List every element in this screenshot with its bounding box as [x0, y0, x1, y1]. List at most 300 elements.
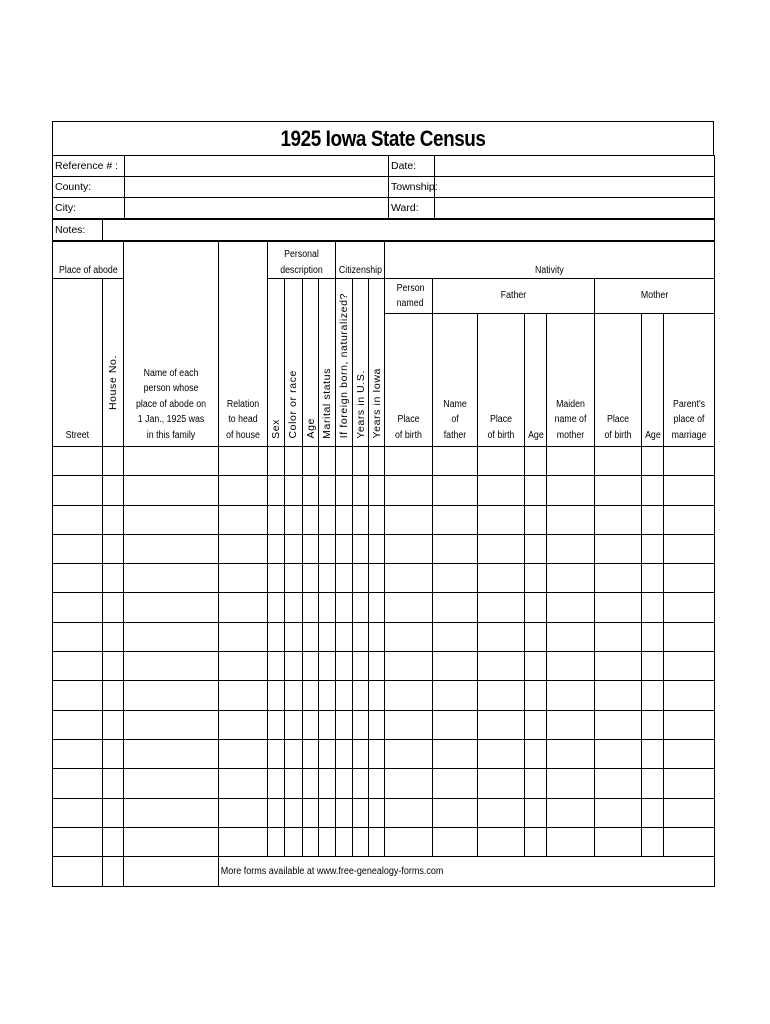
col-mother-age: Age [642, 314, 664, 447]
entry-cell[interactable] [336, 447, 353, 476]
entry-cell[interactable] [595, 798, 642, 827]
entry-cell[interactable] [303, 505, 319, 534]
entry-cell[interactable] [285, 769, 303, 798]
table-row [53, 827, 715, 856]
entry-cell[interactable] [219, 447, 268, 476]
entry-cell[interactable] [103, 652, 124, 681]
entry-cell[interactable] [525, 564, 547, 593]
entry-cell[interactable] [219, 710, 268, 739]
entry-cell[interactable] [103, 476, 124, 505]
entry-cell[interactable] [353, 622, 369, 651]
entry-cell[interactable] [369, 739, 385, 768]
entry-cell[interactable] [595, 447, 642, 476]
entry-cell[interactable] [642, 593, 664, 622]
entry-cell[interactable] [303, 534, 319, 563]
entry-cell[interactable] [369, 827, 385, 856]
entry-cell[interactable] [53, 769, 103, 798]
entry-cell[interactable] [525, 681, 547, 710]
entry-cell[interactable] [319, 739, 336, 768]
entry-cell[interactable] [525, 534, 547, 563]
entry-cell[interactable] [353, 564, 369, 593]
entry-cell[interactable] [285, 652, 303, 681]
entry-cell[interactable] [478, 827, 525, 856]
entry-cell[interactable] [433, 593, 478, 622]
entry-cell[interactable] [595, 652, 642, 681]
entry-cell[interactable] [642, 739, 664, 768]
entry-cell[interactable] [319, 798, 336, 827]
entry-cell[interactable] [124, 447, 219, 476]
entry-cell[interactable] [53, 710, 103, 739]
entry-cell[interactable] [285, 710, 303, 739]
entry-cell[interactable] [595, 827, 642, 856]
entry-cell[interactable] [303, 447, 319, 476]
entry-cell[interactable] [319, 622, 336, 651]
entry-cell[interactable] [53, 593, 103, 622]
entry-cell[interactable] [353, 476, 369, 505]
entry-cell[interactable] [595, 622, 642, 651]
entry-cell[interactable] [433, 769, 478, 798]
entry-cell[interactable] [433, 534, 478, 563]
entry-cell[interactable] [525, 447, 547, 476]
entry-cell[interactable] [53, 681, 103, 710]
entry-cell[interactable] [268, 827, 285, 856]
entry-cell[interactable] [664, 827, 715, 856]
township-field[interactable] [435, 177, 715, 198]
entry-cell[interactable] [478, 681, 525, 710]
date-field[interactable] [435, 156, 715, 177]
title-bar [52, 121, 714, 155]
entry-cell[interactable] [268, 447, 285, 476]
entry-cell[interactable] [103, 534, 124, 563]
entry-cell[interactable] [285, 534, 303, 563]
township-label: Township: [389, 177, 435, 198]
table-row [53, 769, 715, 798]
table-row [53, 476, 715, 505]
entry-cell[interactable] [103, 769, 124, 798]
entry-cell[interactable] [642, 769, 664, 798]
entry-cell[interactable] [525, 798, 547, 827]
entry-cell[interactable] [336, 505, 353, 534]
entry-cell[interactable] [103, 681, 124, 710]
entry-cell[interactable] [595, 681, 642, 710]
entry-cell[interactable] [595, 739, 642, 768]
entry-cell[interactable] [219, 769, 268, 798]
entry-cell[interactable] [595, 476, 642, 505]
col-person-birth: Place of birth [385, 314, 433, 447]
entry-cell[interactable] [478, 622, 525, 651]
entry-cell[interactable] [433, 476, 478, 505]
entry-cell[interactable] [525, 769, 547, 798]
entry-cell[interactable] [124, 681, 219, 710]
entry-cell[interactable] [319, 476, 336, 505]
entry-cell[interactable] [336, 769, 353, 798]
entry-cell[interactable] [385, 593, 433, 622]
entry-cell[interactable] [478, 564, 525, 593]
county-field[interactable] [125, 177, 389, 198]
entry-cell[interactable] [319, 652, 336, 681]
entry-cell[interactable] [303, 739, 319, 768]
entry-cell[interactable] [319, 710, 336, 739]
entry-cell[interactable] [369, 710, 385, 739]
entry-cell[interactable] [219, 652, 268, 681]
col-foreign-born: If foreign born, naturalized? [336, 279, 353, 447]
entry-cell[interactable] [124, 505, 219, 534]
entry-cell[interactable] [285, 447, 303, 476]
entry-cell[interactable] [664, 769, 715, 798]
col-sex: Sex [268, 279, 285, 447]
entry-cell[interactable] [664, 447, 715, 476]
entry-cell[interactable] [433, 564, 478, 593]
entry-cell[interactable] [124, 739, 219, 768]
entry-cell[interactable] [547, 798, 595, 827]
entry-cell[interactable] [433, 710, 478, 739]
entry-cell[interactable] [353, 447, 369, 476]
entry-cell[interactable] [547, 622, 595, 651]
entry-cell[interactable] [53, 798, 103, 827]
entry-cell[interactable] [369, 798, 385, 827]
entry-cell[interactable] [124, 652, 219, 681]
entry-cell[interactable] [53, 505, 103, 534]
entry-cell[interactable] [124, 564, 219, 593]
entry-cell[interactable] [285, 827, 303, 856]
entry-cell[interactable] [219, 476, 268, 505]
entry-cell[interactable] [124, 769, 219, 798]
entry-cell[interactable] [595, 593, 642, 622]
entry-cell[interactable] [285, 798, 303, 827]
table-row [53, 447, 715, 476]
entry-cell[interactable] [433, 505, 478, 534]
entry-cell[interactable] [124, 476, 219, 505]
entry-cell[interactable] [547, 681, 595, 710]
entry-cell[interactable] [268, 710, 285, 739]
entry-cell[interactable] [219, 564, 268, 593]
entry-cell[interactable] [336, 827, 353, 856]
entry-cell[interactable] [478, 447, 525, 476]
entry-cell[interactable] [664, 798, 715, 827]
entry-cell[interactable] [53, 476, 103, 505]
entry-cell[interactable] [525, 593, 547, 622]
table-row [53, 739, 715, 768]
entry-cell[interactable] [268, 534, 285, 563]
entry-cell[interactable] [547, 827, 595, 856]
entry-cell[interactable] [385, 476, 433, 505]
entry-cell[interactable] [369, 534, 385, 563]
entry-cell[interactable] [525, 622, 547, 651]
footer-row [53, 857, 715, 887]
entry-cell[interactable] [433, 739, 478, 768]
entry-cell[interactable] [664, 622, 715, 651]
entry-cell[interactable] [433, 447, 478, 476]
entry-cell[interactable] [353, 652, 369, 681]
entry-cell[interactable] [664, 739, 715, 768]
entry-cell[interactable] [369, 447, 385, 476]
entry-cell[interactable] [53, 447, 103, 476]
entry-cell[interactable] [385, 798, 433, 827]
entry-cell[interactable] [385, 534, 433, 563]
entry-cell[interactable] [268, 505, 285, 534]
entry-cell[interactable] [319, 564, 336, 593]
entry-cell[interactable] [53, 534, 103, 563]
entry-cell[interactable] [664, 710, 715, 739]
entry-cell[interactable] [525, 710, 547, 739]
entry-cell[interactable] [595, 710, 642, 739]
ward-label: Ward: [389, 198, 435, 219]
entry-cell[interactable] [103, 622, 124, 651]
entry-cell[interactable] [103, 710, 124, 739]
entry-cell[interactable] [285, 739, 303, 768]
entry-cell[interactable] [219, 739, 268, 768]
census-form [52, 121, 714, 887]
entry-cell[interactable] [478, 652, 525, 681]
entry-cell[interactable] [433, 798, 478, 827]
entry-cell[interactable] [478, 739, 525, 768]
entry-cell[interactable] [124, 710, 219, 739]
entry-cell[interactable] [103, 564, 124, 593]
entry-cell[interactable] [664, 505, 715, 534]
entry-cell[interactable] [319, 593, 336, 622]
entry-cell[interactable] [595, 505, 642, 534]
entry-cell[interactable] [319, 681, 336, 710]
entry-cell[interactable] [336, 564, 353, 593]
entry-cell[interactable] [369, 622, 385, 651]
entry-cell[interactable] [219, 622, 268, 651]
entry-cell[interactable] [353, 534, 369, 563]
entry-cell[interactable] [642, 652, 664, 681]
entry-cell[interactable] [547, 564, 595, 593]
entry-cell[interactable] [124, 798, 219, 827]
reference-field[interactable] [125, 156, 389, 177]
entry-cell[interactable] [103, 593, 124, 622]
entry-cell[interactable] [642, 505, 664, 534]
person-named-group: Person named [385, 279, 433, 314]
entry-cell[interactable] [285, 564, 303, 593]
entry-cell[interactable] [547, 652, 595, 681]
entry-cell[interactable] [385, 827, 433, 856]
entry-cell[interactable] [319, 505, 336, 534]
entry-cell[interactable] [336, 534, 353, 563]
col-house-no: House No. [103, 279, 124, 447]
entry-cell[interactable] [664, 476, 715, 505]
entry-cell[interactable] [336, 798, 353, 827]
entry-cell[interactable] [336, 593, 353, 622]
entry-cell[interactable] [478, 476, 525, 505]
entry-cell[interactable] [103, 505, 124, 534]
ward-field[interactable] [435, 198, 715, 219]
entry-cell[interactable] [642, 710, 664, 739]
entry-cell[interactable] [268, 622, 285, 651]
table-row [53, 564, 715, 593]
entry-cell[interactable] [353, 827, 369, 856]
header-fields [52, 155, 715, 219]
entry-cell[interactable] [642, 798, 664, 827]
entry-cell[interactable] [303, 593, 319, 622]
footer-empty-1 [53, 857, 103, 887]
entry-cell[interactable] [336, 622, 353, 651]
entry-cell[interactable] [268, 681, 285, 710]
entry-cell[interactable] [219, 827, 268, 856]
entry-cell[interactable] [336, 476, 353, 505]
entry-cell[interactable] [303, 652, 319, 681]
entry-cell[interactable] [547, 534, 595, 563]
entry-cell[interactable] [124, 593, 219, 622]
entry-cell[interactable] [268, 593, 285, 622]
entry-cell[interactable] [319, 534, 336, 563]
entry-cell[interactable] [642, 681, 664, 710]
entry-cell[interactable] [642, 447, 664, 476]
entry-cell[interactable] [353, 798, 369, 827]
entry-cell[interactable] [219, 534, 268, 563]
entry-cell[interactable] [103, 798, 124, 827]
citizenship-group: Citizenship [336, 242, 385, 279]
entry-cell[interactable] [369, 505, 385, 534]
entry-cell[interactable] [642, 827, 664, 856]
entry-cell[interactable] [385, 681, 433, 710]
entry-cell[interactable] [664, 534, 715, 563]
entry-cell[interactable] [664, 564, 715, 593]
entry-cell[interactable] [547, 710, 595, 739]
entry-cell[interactable] [547, 769, 595, 798]
entry-cell[interactable] [525, 652, 547, 681]
entry-cell[interactable] [369, 681, 385, 710]
col-color-race: Color or race [285, 279, 303, 447]
entry-cell[interactable] [268, 798, 285, 827]
entry-cell[interactable] [268, 476, 285, 505]
entry-cell[interactable] [124, 827, 219, 856]
entry-cell[interactable] [285, 681, 303, 710]
entry-cell[interactable] [219, 505, 268, 534]
table-row [53, 593, 715, 622]
entry-cell[interactable] [595, 534, 642, 563]
entry-cell[interactable] [433, 827, 478, 856]
entry-cell[interactable] [547, 593, 595, 622]
entry-cell[interactable] [303, 769, 319, 798]
col-relation: Relation to head of house [219, 242, 268, 447]
entry-cell[interactable] [303, 476, 319, 505]
entry-cell[interactable] [124, 622, 219, 651]
entry-cell[interactable] [53, 564, 103, 593]
entry-cell[interactable] [385, 505, 433, 534]
entry-cell[interactable] [303, 827, 319, 856]
entry-cell[interactable] [478, 505, 525, 534]
entry-cell[interactable] [385, 622, 433, 651]
entry-cell[interactable] [268, 564, 285, 593]
entry-cell[interactable] [433, 652, 478, 681]
entry-cell[interactable] [336, 652, 353, 681]
entry-cell[interactable] [53, 739, 103, 768]
entry-cell[interactable] [103, 827, 124, 856]
entry-cell[interactable] [303, 798, 319, 827]
entry-cell[interactable] [353, 505, 369, 534]
entry-cell[interactable] [595, 564, 642, 593]
entry-cell[interactable] [268, 769, 285, 798]
entry-cell[interactable] [303, 681, 319, 710]
entry-cell[interactable] [369, 769, 385, 798]
entry-cell[interactable] [547, 476, 595, 505]
entry-cell[interactable] [124, 534, 219, 563]
entry-cell[interactable] [478, 534, 525, 563]
entry-cell[interactable] [303, 622, 319, 651]
entry-cell[interactable] [336, 681, 353, 710]
entry-cell[interactable] [303, 564, 319, 593]
entry-cell[interactable] [219, 681, 268, 710]
entry-cell[interactable] [285, 505, 303, 534]
entry-cell[interactable] [103, 447, 124, 476]
entry-cell[interactable] [285, 476, 303, 505]
entry-cell[interactable] [369, 593, 385, 622]
mother-group: Mother [595, 279, 715, 314]
entry-cell[interactable] [53, 652, 103, 681]
entry-cell[interactable] [319, 447, 336, 476]
entry-cell[interactable] [433, 622, 478, 651]
entry-cell[interactable] [303, 710, 319, 739]
entry-cell[interactable] [478, 710, 525, 739]
entry-cell[interactable] [385, 652, 433, 681]
entry-cell[interactable] [336, 739, 353, 768]
city-field[interactable] [125, 198, 389, 219]
entry-cell[interactable] [525, 827, 547, 856]
entry-cell[interactable] [642, 534, 664, 563]
entry-cell[interactable] [642, 564, 664, 593]
entry-cell[interactable] [547, 739, 595, 768]
entry-cell[interactable] [385, 447, 433, 476]
entry-cell[interactable] [268, 652, 285, 681]
entry-cell[interactable] [478, 593, 525, 622]
entry-cell[interactable] [319, 827, 336, 856]
entry-cell[interactable] [642, 476, 664, 505]
entry-cell[interactable] [525, 739, 547, 768]
entry-cell[interactable] [595, 769, 642, 798]
entry-cell[interactable] [219, 593, 268, 622]
entry-cell[interactable] [353, 769, 369, 798]
city-label: City: [53, 198, 125, 219]
entry-cell[interactable] [285, 622, 303, 651]
entry-cell[interactable] [353, 739, 369, 768]
entry-cell[interactable] [285, 593, 303, 622]
entry-cell[interactable] [525, 505, 547, 534]
entry-cell[interactable] [319, 769, 336, 798]
entry-cell[interactable] [664, 652, 715, 681]
entry-cell[interactable] [353, 593, 369, 622]
entry-cell[interactable] [642, 622, 664, 651]
entry-cell[interactable] [53, 827, 103, 856]
notes-field[interactable] [103, 220, 715, 241]
entry-cell[interactable] [547, 447, 595, 476]
entry-cell[interactable] [385, 564, 433, 593]
entry-cell[interactable] [385, 710, 433, 739]
entry-cell[interactable] [369, 476, 385, 505]
entry-cell[interactable] [103, 739, 124, 768]
entry-cell[interactable] [268, 739, 285, 768]
entry-cell[interactable] [433, 681, 478, 710]
entry-cell[interactable] [525, 476, 547, 505]
entry-cell[interactable] [336, 710, 353, 739]
entry-cell[interactable] [385, 769, 433, 798]
entry-cell[interactable] [219, 798, 268, 827]
entry-cell[interactable] [385, 739, 433, 768]
entry-cell[interactable] [369, 564, 385, 593]
entry-cell[interactable] [369, 652, 385, 681]
entry-cell[interactable] [353, 681, 369, 710]
entry-cell[interactable] [478, 769, 525, 798]
entry-cell[interactable] [664, 593, 715, 622]
entry-cell[interactable] [353, 710, 369, 739]
entry-cell[interactable] [547, 505, 595, 534]
entry-cell[interactable] [664, 681, 715, 710]
entry-cell[interactable] [478, 798, 525, 827]
notes-label: Notes: [53, 220, 103, 241]
table-row [53, 534, 715, 563]
entry-cell[interactable] [53, 622, 103, 651]
